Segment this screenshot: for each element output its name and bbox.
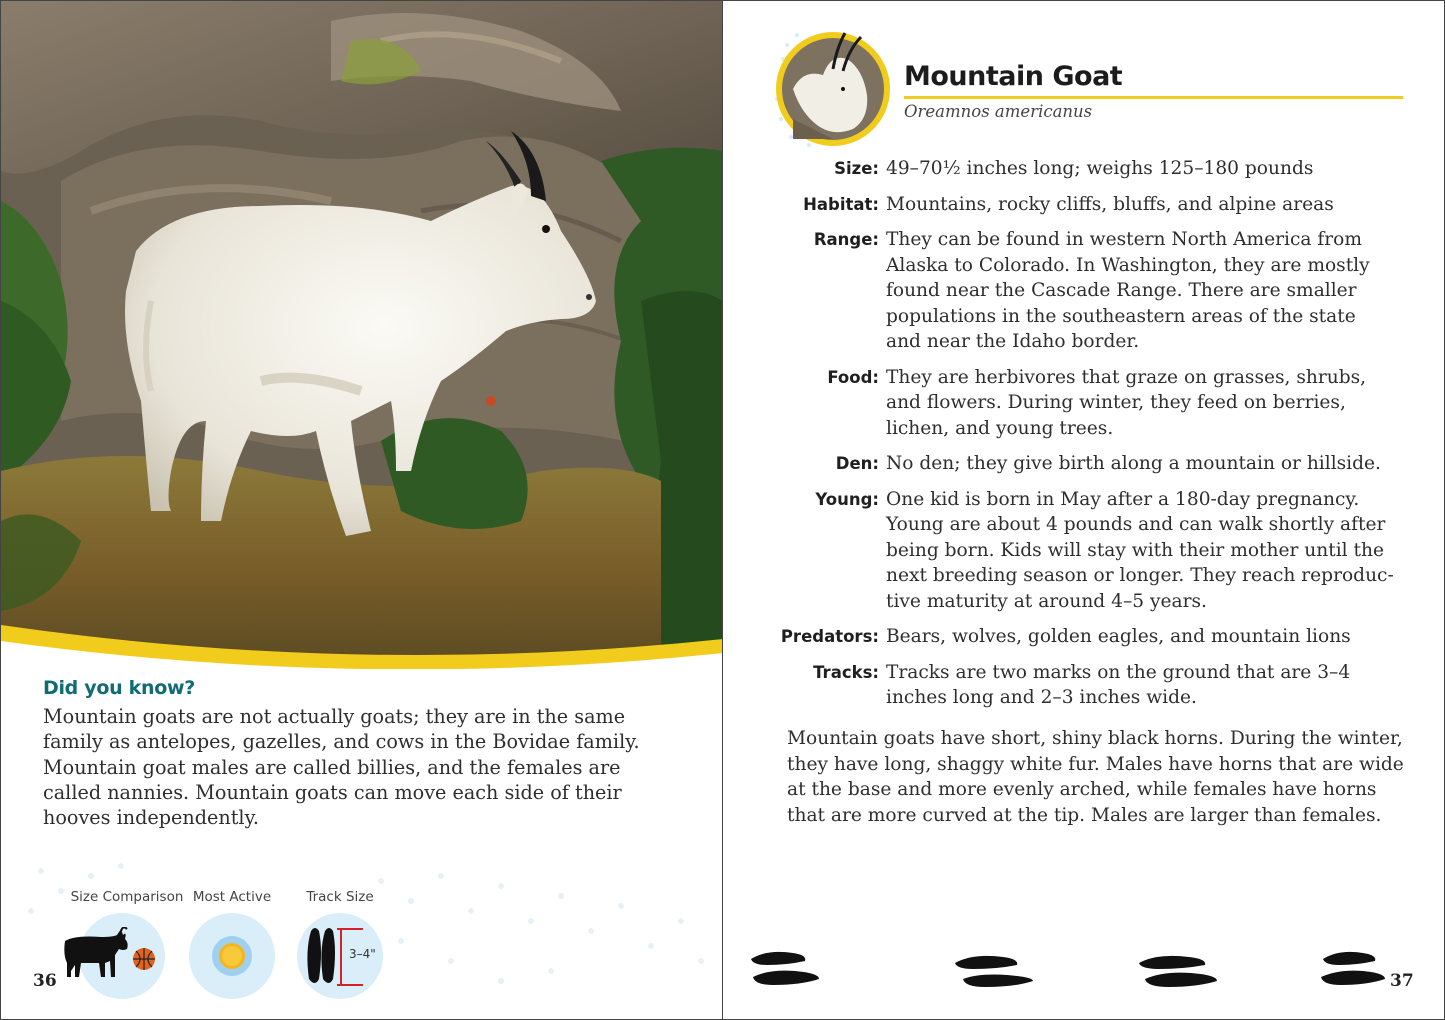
fact-line: Bears, wolves, golden eagles, and mountain lions	[886, 626, 1351, 647]
fact-label: Size:	[834, 159, 879, 178]
track-prints-row	[723, 941, 1445, 991]
fact-label: Range:	[813, 230, 879, 249]
fact-label: Food:	[827, 367, 879, 387]
hoof-print-icon	[949, 949, 1039, 989]
fact-line: 49–70½ inches long; weighs 125–180 pounds	[886, 158, 1314, 179]
fact-line: They are herbivores that graze on grasses, shrubs,	[886, 366, 1367, 388]
fact-line: They can be found in western North America from	[886, 229, 1362, 250]
fact-line: One kid is born in May after a 180-day pregnancy.	[886, 488, 1360, 510]
goat-and-basketball-icon	[61, 927, 161, 983]
fact-value	[886, 365, 1401, 442]
left-page	[0, 0, 722, 1020]
fact-line: being born. Kids will stay with their mother until the	[886, 539, 1384, 561]
fact-line: No den; they give birth along a mountain or hillside.	[886, 453, 1381, 474]
page-number-left: 36	[33, 971, 57, 991]
hoof-print-icon	[747, 947, 823, 987]
mountain-goat-photo	[1, 1, 722, 669]
right-page	[722, 0, 1445, 1020]
fact-line: lichen, and young trees.	[886, 417, 1114, 439]
did-you-know-body	[43, 704, 683, 830]
most-active-label: Most Active	[192, 889, 272, 905]
description-line: they have long, shaggy white fur. Males have horns that are wide	[787, 753, 1404, 775]
fact-value	[886, 227, 1401, 355]
fact-tracks	[723, 660, 1445, 711]
fact-size	[723, 156, 1445, 182]
fact-line: Mountains, rocky cliffs, bluffs, and alpine areas	[886, 193, 1334, 215]
fact-line: found near the Cascade Range. There are smaller	[886, 280, 1357, 301]
scientific-name: Oreamnos americanus	[904, 102, 1093, 121]
facts-list	[723, 156, 1445, 721]
title-underline	[904, 96, 1403, 99]
fact-label: Tracks:	[813, 662, 879, 682]
description-line: that are more curved at the tip. Males are larger than females.	[787, 804, 1382, 826]
fact-line: and flowers. During winter, they feed on berries,	[886, 392, 1346, 413]
did-you-know-line: family as antelopes, gazelles, and cows in the Bovidae family.	[43, 730, 640, 754]
fact-line: and near the Idaho border.	[886, 331, 1140, 352]
fact-habitat	[723, 192, 1445, 218]
fact-young	[723, 487, 1445, 615]
fact-line: populations in the southeastern areas of the state	[886, 305, 1356, 327]
fact-food	[723, 365, 1445, 442]
sun-icon	[209, 933, 255, 979]
fact-value	[886, 192, 1401, 218]
track-size-label: Track Size	[306, 889, 374, 905]
description-paragraph	[787, 726, 1412, 828]
fact-value	[886, 660, 1401, 711]
fact-label: Den:	[835, 454, 879, 473]
fact-line: next breeding season or longer. They reach reproduc-	[886, 565, 1394, 586]
most-active-group	[189, 889, 275, 905]
fact-value	[886, 451, 1401, 477]
did-you-know-line: Mountain goats are not actually goats; they are in the same	[43, 705, 626, 728]
page-title: Mountain Goat	[904, 61, 1123, 92]
fact-line: Alaska to Colorado. In Washington, they are mostly	[886, 254, 1370, 276]
mountain-goat-medallion	[773, 29, 893, 149]
fact-range	[723, 227, 1445, 355]
hoof-print-icon	[1135, 949, 1221, 989]
fact-line: tive maturity at around 4–5 years.	[886, 590, 1207, 612]
fact-line: Tracks are two marks on the ground that are 3–4	[886, 661, 1351, 683]
fact-label: Predators:	[780, 627, 879, 646]
fact-predators	[723, 624, 1445, 650]
did-you-know-heading: Did you know?	[43, 677, 195, 699]
size-comparison-label: Size Comparison	[70, 889, 184, 905]
description-line: at the base and more evenly arched, while females have horns	[787, 779, 1377, 800]
track-size-group	[297, 889, 383, 905]
size-comparison-group	[67, 889, 187, 905]
did-you-know-line: called nannies. Mountain goats can move each side of their	[43, 780, 622, 804]
fact-value	[886, 156, 1401, 182]
did-you-know-line: Mountain goat males are called billies, and the females are	[43, 755, 621, 779]
page-number-right: 37	[1390, 971, 1414, 991]
fact-label: Young:	[815, 489, 879, 509]
fact-value	[886, 487, 1401, 615]
fact-line: inches long and 2–3 inches wide.	[886, 687, 1197, 708]
hoof-print-icon	[1319, 947, 1389, 987]
did-you-know-line: hooves independently.	[43, 806, 259, 830]
fact-label: Habitat:	[803, 194, 879, 214]
fact-value	[886, 624, 1401, 650]
fact-line: Young are about 4 pounds and can walk shortly after	[886, 514, 1386, 535]
track-size-measure: 3–4"	[349, 947, 376, 961]
description-line: Mountain goats have short, shiny black horns. During the winter,	[787, 728, 1403, 749]
fact-den	[723, 451, 1445, 477]
